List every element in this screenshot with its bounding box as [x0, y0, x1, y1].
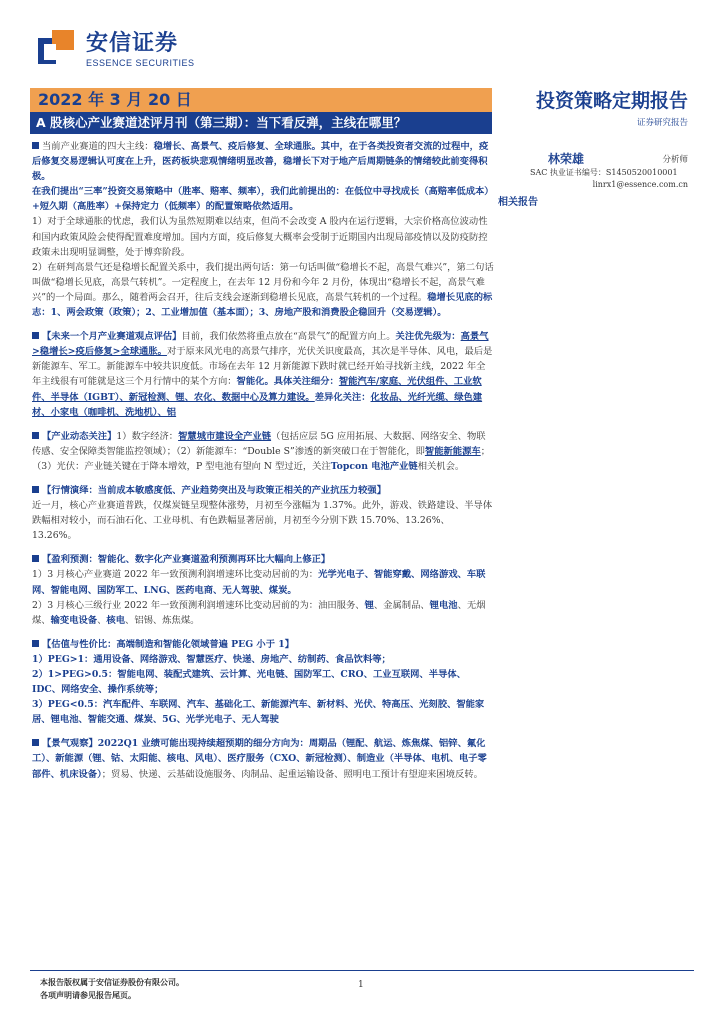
analyst-name: 林荣雄: [548, 152, 585, 166]
section-outlook: 【未来一个月产业赛道观点评估】目前，我们依然将重点放在“高景气”的配置方向上。关注优先级为：高景气>稳增长>疫后修复>全球通胀。对于原来风光电的高景气排序，光伏关识度最高，其次是半导体、风电，最后是新能源车、军工。新能源车中较共识度低。市场在去年 12 月新能源下跌时就已经开始寻找新主线，2022 年全年主线很有可能就是这三个月行情中的某个方向：智能化。具体关注细分：智能汽车/家庭、光伏组件、工业软件、半导体（IGBT）、新冠检测、锂、农化、数据中心及算力建设。差异化关注：化妆品、光纤光缆、绿色建材、小家电（咖啡机、洗地机）、铝: [32, 331, 493, 418]
square-bullet-icon: [32, 555, 39, 562]
logo-name-en: ESSENCE SECURITIES: [86, 58, 195, 68]
section-prosperity: 【景气观察】2022Q1 业绩可能出现持续超预期的细分方向为：周期品（锂配、航运、炼焦煤、铝锌、氟化工）、新能源（锂、钴、太阳能、核电、风电）、医疗服务（CXO、新冠检测）、制造业（半导体、电机、电子零部件、机床设备）；贸易、快递、云基础设施服务、肉制品、起重运输设备、照明电工预计有望迎来困境反转。: [32, 738, 487, 780]
earnings-forecast-1: 1）3 月核心产业赛道 2022 年一致预测利润增速环比变动居前的为：光学光电子、智能穿戴、网络游戏、车联网、智能电网、国防军工、LNG、医药电商、无人驾驶、煤炭。: [32, 569, 486, 596]
copyright-notice: 本报告版权属于安信证券股份有限公司。: [40, 977, 184, 987]
summary-paragraph: 当前产业赛道的四大主线：稳增长、高景气、疫后修复、全球通胀。其中，在于各类投资者交流的过程中，疫后修复交易逻辑认可度在上升，医药板块悲观情绪明显改善，稳增长下对于地产后周期链条的情绪较此前变得积极。: [32, 141, 489, 183]
square-bullet-icon: [32, 432, 39, 439]
analyst-role: 分析师: [662, 155, 688, 165]
logo-icon: [38, 30, 78, 70]
section-industry-dynamics: 【产业动态关注】1）数字经济：智慧城市建设全产业链（包括应层 5G 应用拓展、大数据、网络安全、物联传感、安全保障类智能监控领域）；（2）新能源车：“Double S”渗透的新突破口在于智能化，即智能新能源车；（3）光伏：产业链关键在于降本增效，P 型电池有望向 N 型过近，关注Topcon 电池产业链相关机会。: [32, 430, 491, 472]
page-number: 1: [358, 980, 364, 990]
square-bullet-icon: [32, 739, 39, 746]
logo-name-cn: 安信证券: [86, 31, 179, 56]
valuation-peg-high: 1）PEG>1：通用设备、网络游戏、智慧医疗、快递、房地产、纺制药、食品饮料等；: [32, 653, 391, 665]
report-date: 2022 年 3 月 20 日: [38, 90, 192, 109]
analyst-certificate: SAC 执业证书编号：S1450520010001: [530, 168, 678, 177]
earnings-forecast-2: 2）3 月核心三级行业 2022 年一致预测利润增速环比变动居前的为：油田服务、锂、金属制品、锂电池、无烟煤、输变电设备、核电、铝锡、炼焦煤。: [32, 599, 486, 626]
footer-disclaimer: [40, 976, 184, 1002]
square-bullet-icon: [32, 486, 39, 493]
growth-paragraph: 2）在研判高景气还是稳增长配置关系中，我们提出两句话：第一句话叫做“稳增长不起，高景气难兴”，第二句话叫做“稳增长见底，高景气转机”。一定程度上，在去年 12 月份和今年 2 月份，体现出“稳增长不起，高景气难兴”的一个局面。那么，随着两会召开，往后支线会逐渐到稳增长见底，高景气转机的一个过程。稳增长见底的标志：1、两会政策（政策）；2、工业增加值（基本面）；3、房地产股和消费股企稳回升（交易逻辑）。: [32, 261, 494, 319]
valuation-peg-mid: 2）1>PEG>0.5：智能电网、装配式建筑、云计算、光电链、国防军工、CRO、工业互联网、半导体、IDC、网络安全、操作系统等；: [32, 669, 466, 696]
disclaimer-notice: 各项声明请参见报告尾页。: [40, 990, 136, 1000]
valuation-peg-low: 3）PEG<0.5：汽车配件、车联网、汽车、基础化工、新能源汽车、新材料、光伏、特高压、光刻胶、智能家居、锂电池、智能交通、煤炭、5G、光学光电子、无人驾驶: [32, 699, 485, 726]
section-valuation: 【估值与性价比：高端制造和智能化领域普遍 PEG 小于 1】: [32, 637, 494, 652]
report-body: [32, 139, 494, 782]
related-reports-heading: 相关报告: [498, 197, 538, 208]
report-type: 投资策略定期报告: [535, 90, 688, 112]
square-bullet-icon: [32, 640, 39, 647]
report-category: 证券研究报告: [636, 118, 688, 128]
market-performance-text: 近一月，核心产业赛道普跌，仅煤炭链呈现整体涨势，月初至今涨幅为 1.37%。此外，游戏、铁路建设、半导体跌幅相对较小，而石油石化、工业母机、有色跌幅显著居前，月初至今分别下跌 15.70%、13.26%、13.26%。: [32, 500, 493, 542]
footer-divider: [30, 970, 694, 971]
inflation-paragraph: 1）对于全球通胀的忧虑，我们认为虽然短期难以结束，但尚不会改变 A 股内在运行逻辑，大宗价格高位波动性和国内政策风险会使得配置难度增加。国内方面，疫后修复大概率会受制于近期国内出现局部疫情以及防疫防控政策未出现明显调整，处于博弈阶段。: [32, 216, 488, 258]
analyst-email[interactable]: linrx1@essence.com.cn: [592, 180, 688, 189]
section-market-performance: 【行情演绎：当前成本敏感度低、产业趋势突出及与政策正相关的产业抗压力较强】: [32, 483, 494, 498]
square-bullet-icon: [32, 332, 39, 339]
report-title: A 股核心产业赛道述评月刊（第三期）：当下看反弹，主线在哪里？: [36, 115, 407, 130]
square-bullet-icon: [32, 142, 39, 149]
strategy-paragraph: 在我们提出“三率”投资交易策略中（胜率、赔率、频率），我们此前提出的：在低位中寻找成长（高赔率低成本）+短久期（高胜率）+保持定力（低频率）的配置策略依然适用。: [32, 186, 494, 213]
section-earnings-forecast: 【盈利预测：智能化、数字化产业赛道盈利预测再环比大幅向上修正】: [32, 552, 494, 567]
company-logo: [38, 30, 195, 70]
